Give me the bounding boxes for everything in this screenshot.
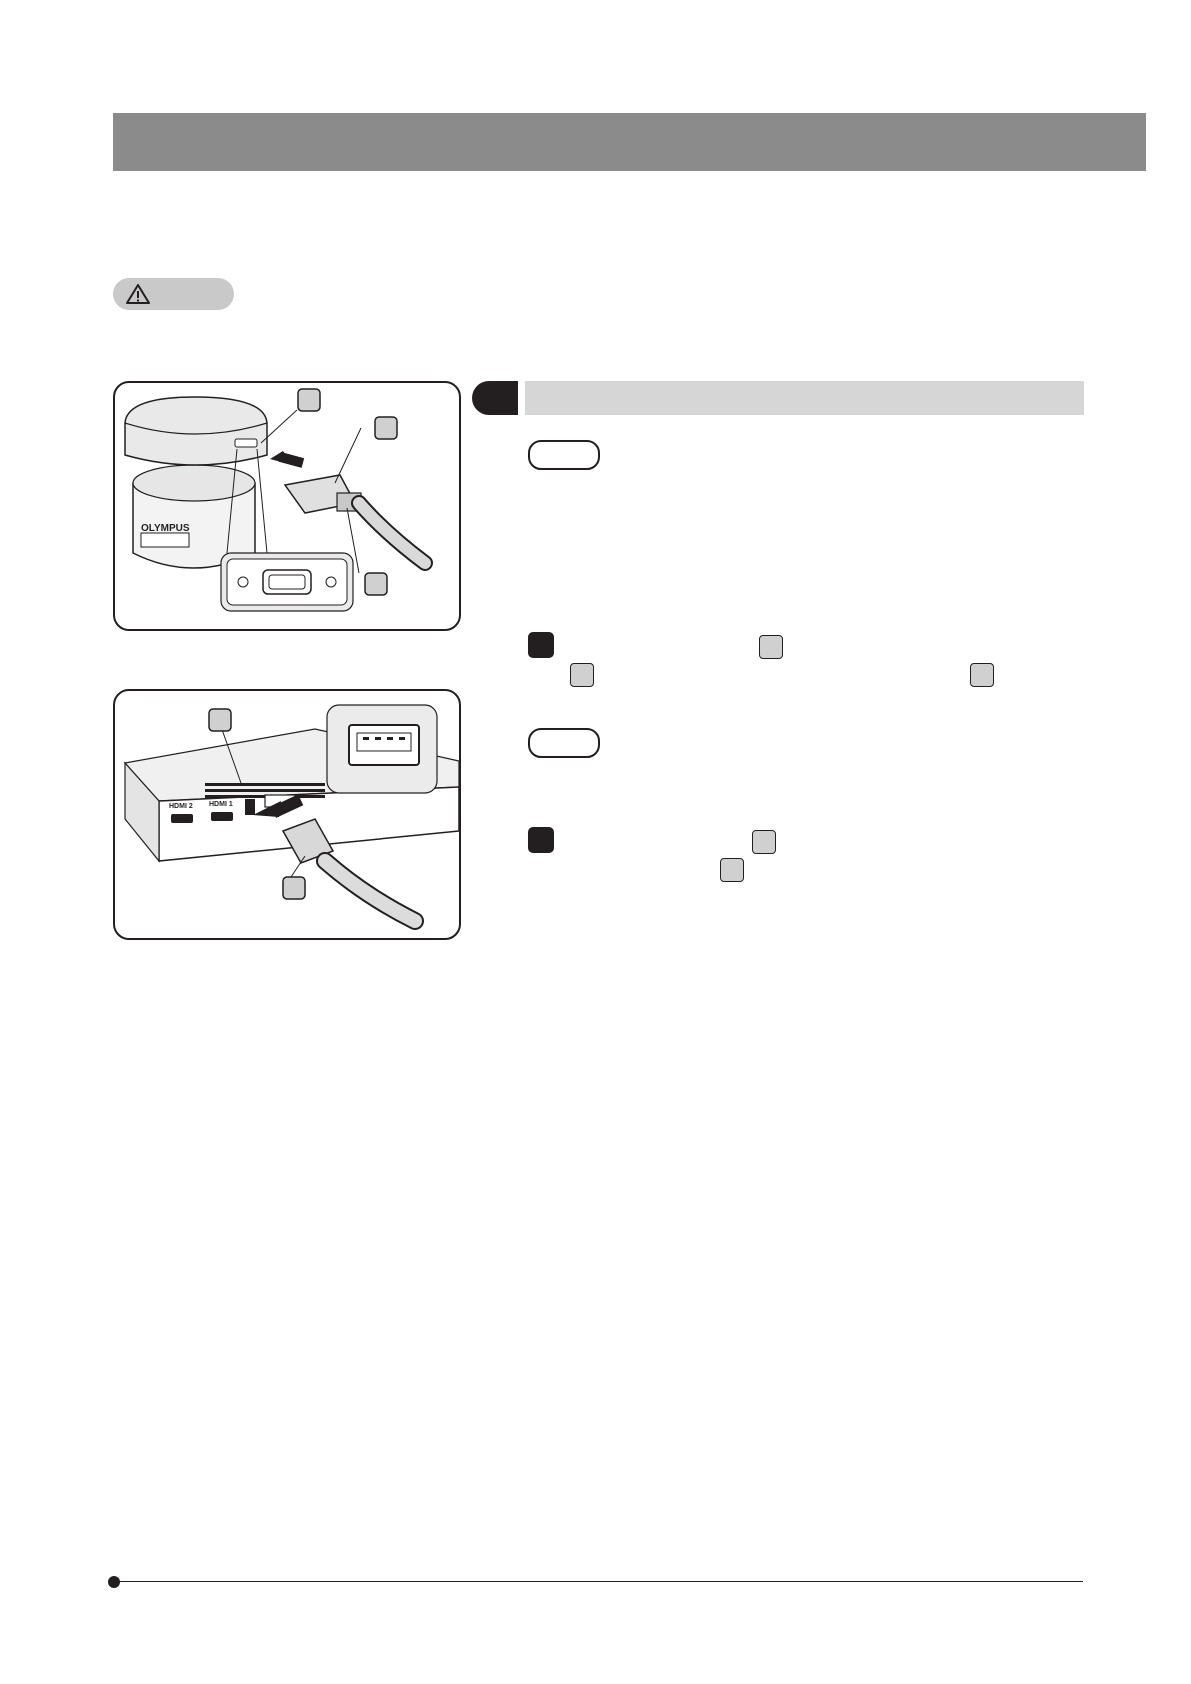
ref-box: [209, 709, 231, 731]
warning-triangle-icon: [125, 283, 151, 305]
controller-illustration: [115, 691, 459, 938]
controller-usb-figure: [113, 689, 461, 940]
section-number-tab: [472, 381, 518, 415]
caution-badge: [113, 278, 234, 310]
ref-box: [970, 663, 994, 687]
footer-rule: [118, 1581, 1083, 1582]
ref-box: [365, 573, 387, 595]
ref-box: [720, 858, 744, 882]
note-badge: [528, 728, 600, 758]
step-number-box: [528, 632, 554, 658]
camera-brand-text: OLYMPUS: [141, 523, 190, 534]
camera-illustration: [115, 383, 459, 629]
hdmi-2-label: HDMI 2: [169, 803, 193, 810]
ref-box: [283, 877, 305, 899]
ref-box: [759, 635, 783, 659]
hdmi-1-label: HDMI 1: [209, 801, 233, 808]
footer-dot: [108, 1576, 120, 1588]
ref-box: [570, 663, 594, 687]
section-heading-bar: [525, 381, 1084, 415]
step-number-box: [528, 827, 554, 853]
note-badge: [528, 440, 600, 470]
page-title-bar: [113, 113, 1146, 171]
ref-box: [298, 389, 320, 411]
ref-box: [375, 417, 397, 439]
camera-cable-figure: [113, 381, 461, 631]
ref-box: [752, 830, 776, 854]
